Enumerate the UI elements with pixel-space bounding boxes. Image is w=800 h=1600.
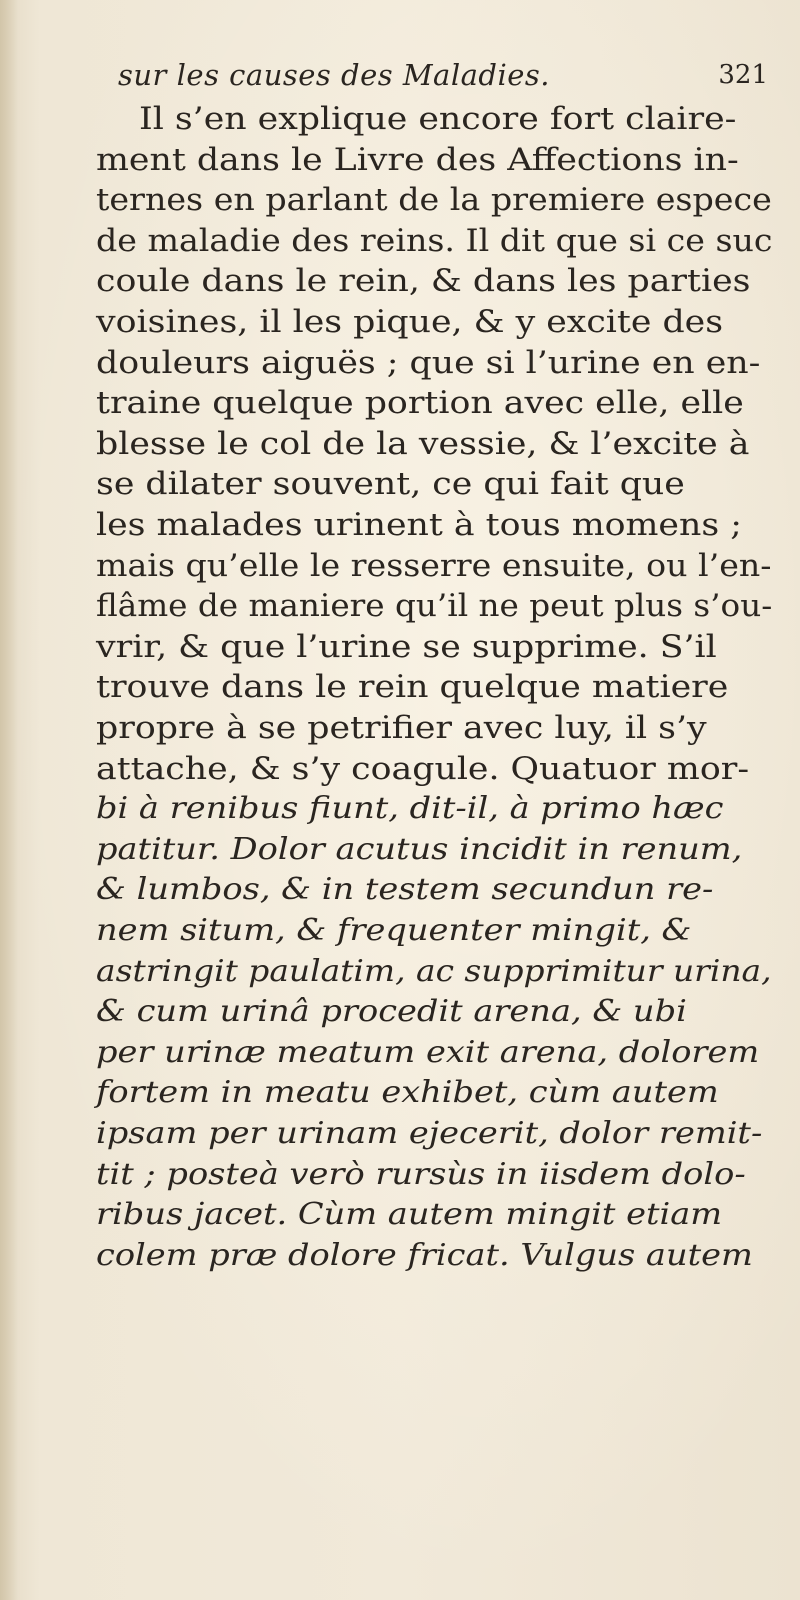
text-line: astringit paulatim, ac supprimitur urina, <box>96 953 772 989</box>
text-line: trouve dans le rein quelque matiere <box>96 669 729 706</box>
page-number: 321 <box>718 60 768 90</box>
text-line: coule dans le rein, & dans les parties <box>96 263 751 300</box>
text-line: tit ; posteà verò rursùs in iisdem dolo- <box>96 1156 746 1192</box>
text-line: flâme de maniere qu’il ne peut plus s’ou- <box>96 588 773 625</box>
text-line: colem præ dolore fricat. Vulgus autem <box>96 1237 753 1273</box>
page-header <box>118 58 768 98</box>
page-gutter-shadow <box>0 0 18 1600</box>
text-line: de maladie des reins. Il dit que si ce suc <box>96 222 773 259</box>
text-line: ternes en parlant de la premiere espece <box>96 182 772 219</box>
text-line: blesse le col de la vessie, & l’excite à <box>96 425 750 462</box>
text-line: nem situm, & frequenter mingit, & <box>96 913 692 948</box>
text-line: douleurs aiguës ; que si l’urine en en- <box>96 344 761 381</box>
text-line: patitur. Dolor acutus incidit in renum, <box>96 831 743 867</box>
text-line: mais qu’elle le resserre ensuite, ou l’en- <box>96 547 772 584</box>
text-line: les malades urinent à tous momens ; <box>96 507 742 543</box>
text-line: & lumbos, & in testem secundun re- <box>96 872 714 908</box>
text-line: bi à renibus fiunt, dit-il, à primo hæc <box>96 791 724 827</box>
text-line: fortem in meatu exhibet, cùm autem <box>96 1075 719 1111</box>
text-line: & cum urinâ procedit arena, & ubi <box>96 994 687 1030</box>
text-line: attache, & s’y coagule. Quatuor mor- <box>96 750 750 787</box>
text-line: per urinæ meatum exit arena, dolorem <box>96 1034 760 1070</box>
text-line: voisines, il les pique, & y excite des <box>96 304 724 340</box>
text-line: ribus jacet. Cùm autem mingit etiam <box>96 1197 723 1233</box>
text-line: vrir, & que l’urine se supprime. S’il <box>96 628 717 665</box>
text-line: propre à se petrifier avec luy, il s’y <box>96 710 707 746</box>
text-line: se dilater souvent, ce qui fait que <box>96 466 685 503</box>
text-line: Il s’en explique encore fort claire- <box>139 101 737 137</box>
text-line: ipsam per urinam ejecerit, dolor remit- <box>96 1116 763 1151</box>
running-title: sur les causes des Maladies. <box>118 58 551 92</box>
text-line: traine quelque portion avec elle, elle <box>96 385 744 422</box>
text-line: ment dans le Livre des Affections in- <box>96 141 739 178</box>
